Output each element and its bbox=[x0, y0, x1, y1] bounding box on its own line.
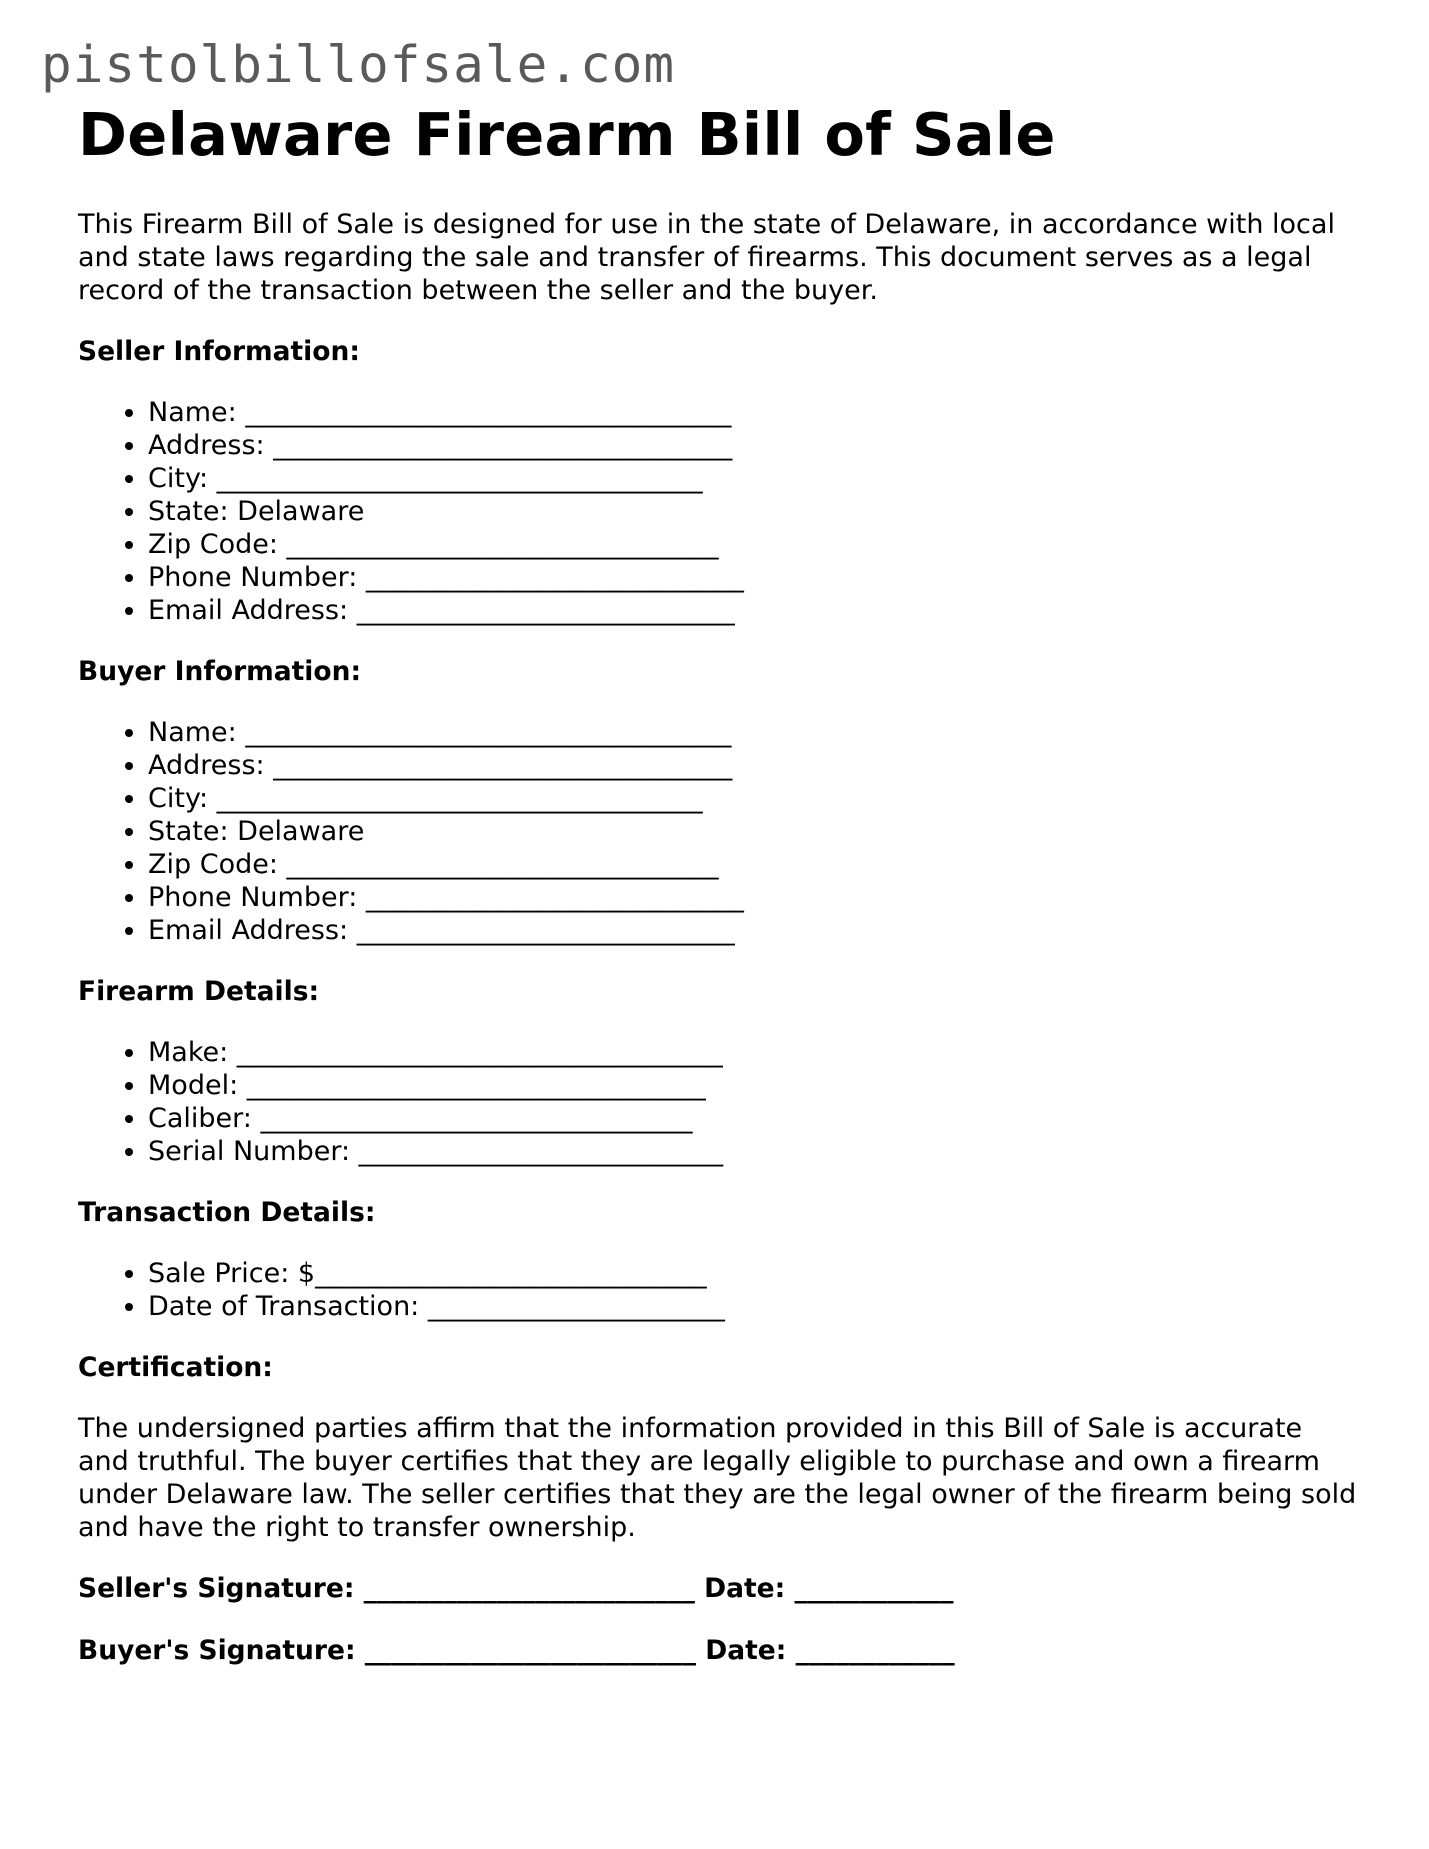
firearm-caliber-field[interactable]: • Caliber: ________________________________ bbox=[148, 1102, 1358, 1135]
buyer-name-field[interactable]: • Name: ____________________________________ bbox=[148, 716, 1358, 749]
seller-address-field[interactable]: • Address: __________________________________ bbox=[148, 429, 1358, 462]
transaction-date-field[interactable]: • Date of Transaction: ______________________ bbox=[148, 1290, 1358, 1323]
site-watermark: pistolbillofsale.com bbox=[41, 36, 676, 95]
buyer-state-field: • State: Delaware bbox=[148, 815, 1358, 848]
document-body bbox=[78, 100, 1358, 1667]
certification-paragraph: The undersigned parties affirm that the information provided in this Bill of Sale is accurate and truthful. The buyer certifies that they are legally eligible to purchase and own a firearm under Delaware law. The seller certifies that they are the legal owner of the firearm being sold and have the right to transfer ownership. bbox=[78, 1413, 1357, 1543]
intro-paragraph: This Firearm Bill of Sale is designed for use in the state of Delaware, in accordance with local and state laws regarding the sale and transfer of firearms. This document serves as a legal record of the transaction between the seller and the buyer. bbox=[78, 209, 1335, 306]
firearm-fields-list bbox=[78, 1036, 1358, 1168]
buyer-zip-field[interactable]: • Zip Code: ________________________________ bbox=[148, 848, 1358, 881]
buyer-heading: Buyer Information: bbox=[78, 656, 362, 687]
firearm-heading: Firearm Details: bbox=[78, 976, 320, 1007]
buyer-phone-field[interactable]: • Phone Number: ____________________________ bbox=[148, 881, 1358, 914]
seller-email-field[interactable]: • Email Address: ____________________________ bbox=[148, 594, 1358, 627]
seller-zip-field[interactable]: • Zip Code: ________________________________ bbox=[148, 528, 1358, 561]
firearm-model-field[interactable]: • Model: __________________________________ bbox=[148, 1069, 1358, 1102]
buyer-city-field[interactable]: • City: ____________________________________ bbox=[148, 782, 1358, 815]
buyer-fields-list bbox=[78, 716, 1358, 947]
seller-signature-line[interactable]: Seller's Signature: _________________________ Date: ____________ bbox=[78, 1573, 954, 1604]
buyer-email-field[interactable]: • Email Address: ____________________________ bbox=[148, 914, 1358, 947]
seller-name-field[interactable]: • Name: ____________________________________ bbox=[148, 396, 1358, 429]
seller-state-field: • State: Delaware bbox=[148, 495, 1358, 528]
certification-heading: Certification: bbox=[78, 1352, 273, 1383]
transaction-fields-list bbox=[78, 1257, 1358, 1323]
seller-city-field[interactable]: • City: ____________________________________ bbox=[148, 462, 1358, 495]
seller-phone-field[interactable]: • Phone Number: ____________________________ bbox=[148, 561, 1358, 594]
seller-heading: Seller Information: bbox=[78, 336, 360, 367]
page-title: Delaware Firearm Bill of Sale bbox=[78, 100, 1056, 169]
sale-price-field[interactable]: • Sale Price: $_____________________________ bbox=[148, 1257, 1358, 1290]
buyer-address-field[interactable]: • Address: __________________________________ bbox=[148, 749, 1358, 782]
seller-fields-list bbox=[78, 396, 1358, 627]
buyer-signature-line[interactable]: Buyer's Signature: _________________________ Date: ____________ bbox=[78, 1635, 955, 1666]
firearm-make-field[interactable]: • Make: ____________________________________ bbox=[148, 1036, 1358, 1069]
transaction-heading: Transaction Details: bbox=[78, 1197, 376, 1228]
firearm-serial-field[interactable]: • Serial Number: ___________________________ bbox=[148, 1135, 1358, 1168]
